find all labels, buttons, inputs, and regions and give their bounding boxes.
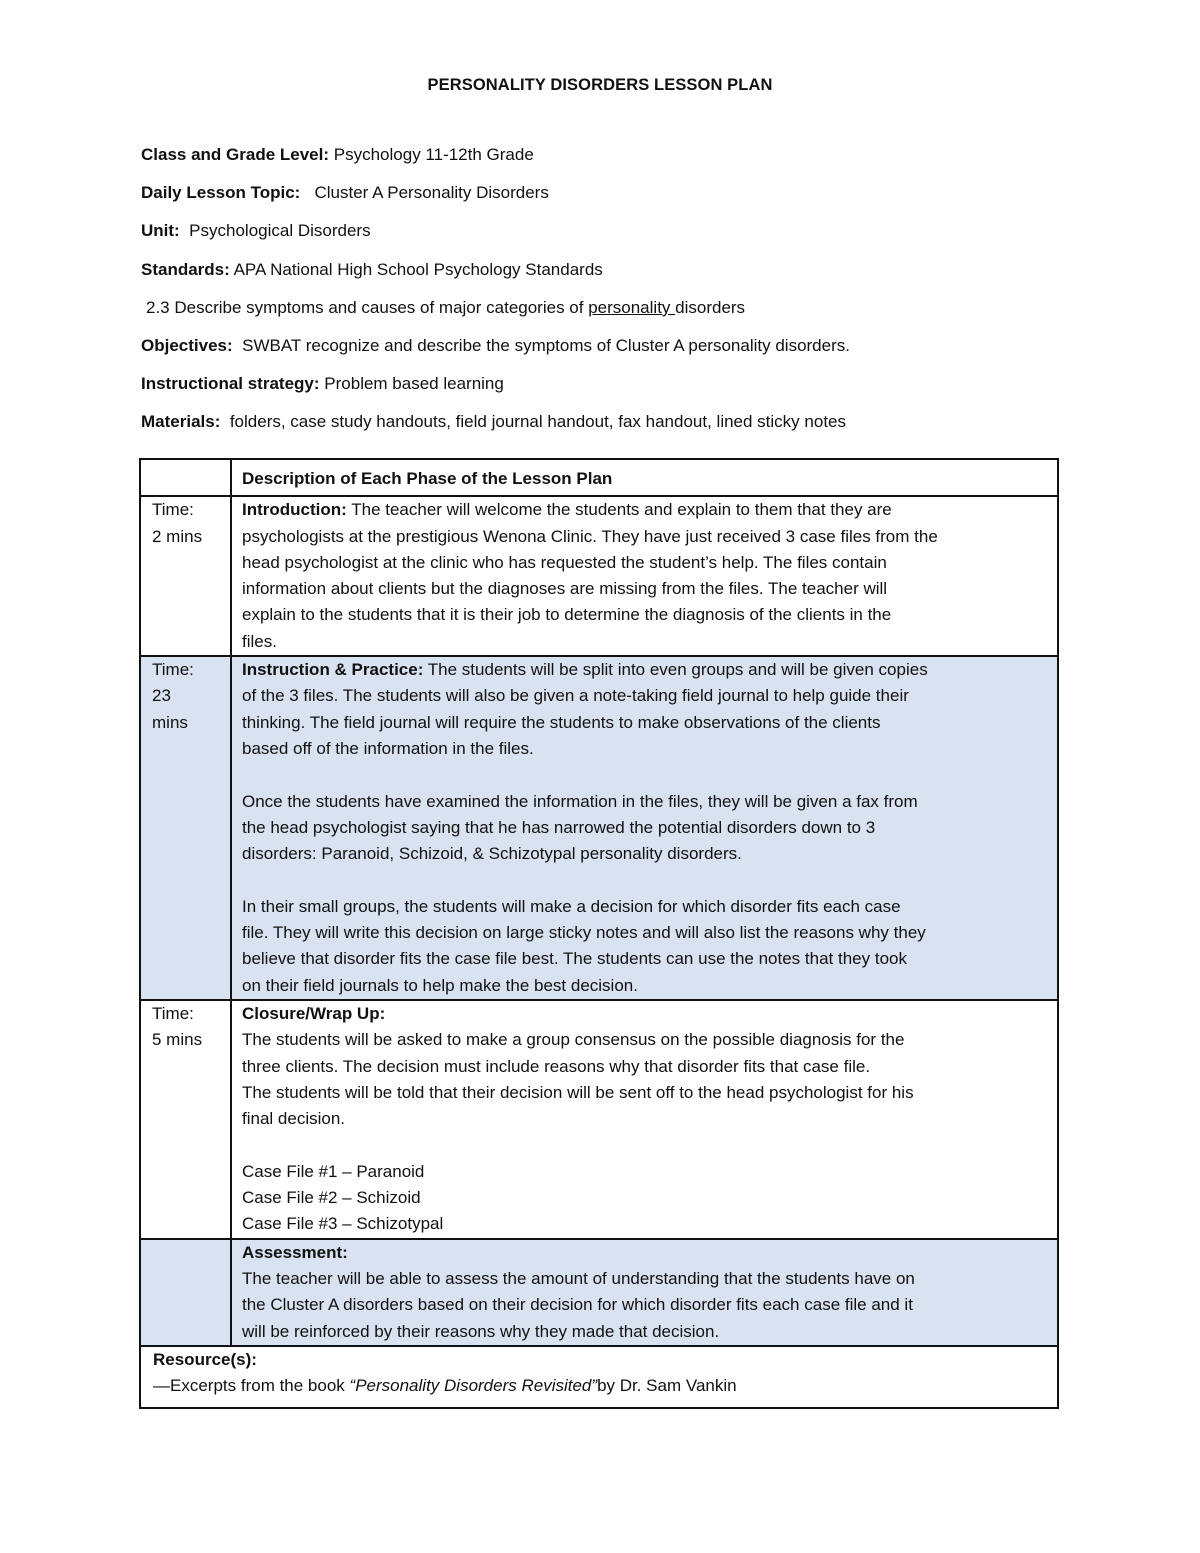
strategy-label: Instructional strategy: — [141, 374, 320, 394]
time-label: Time: — [152, 1003, 194, 1023]
lesson-meta — [141, 144, 1071, 450]
phase-heading: Assessment: — [242, 1242, 348, 1262]
table-row-assessment — [140, 1239, 1058, 1346]
paragraph-gap — [242, 867, 1047, 893]
objectives-value: SWBAT recognize and describe the symptoms of Cluster A personality disorders. — [242, 335, 850, 355]
case-file-item: Case File #2 – Schizoid — [242, 1188, 421, 1208]
case-file-item: Case File #3 – Schizotypal — [242, 1214, 444, 1234]
topic-line — [141, 182, 1071, 220]
materials-label: Materials: — [141, 412, 221, 432]
resources-heading: Resource(s): — [153, 1349, 257, 1369]
phase-line: the head psychologist saying that he has narrowed the potential disorders down to 3 — [242, 817, 876, 837]
phase-line: The students will be asked to make a group consensus on the possible diagnosis for the — [242, 1030, 905, 1050]
time-cell-empty — [140, 1239, 231, 1346]
standard-item-pre: 2.3 Describe symptoms and causes of major categories of — [146, 297, 589, 317]
time-label: Time: — [152, 660, 194, 680]
phase-line: on their field journals to help make the best decision. — [242, 975, 638, 995]
time-value: 5 mins — [152, 1030, 203, 1050]
standard-item-line — [141, 297, 1071, 335]
phase-line — [242, 657, 1047, 683]
phase-line: head psychologist at the clinic who has requested the student’s help. The files contain — [242, 552, 887, 572]
objectives-line — [141, 335, 1071, 373]
phase-line: of the 3 files. The students will also be given a note-taking field journal to help guide their — [242, 686, 909, 706]
time-value-unit: mins — [152, 712, 188, 732]
topic-value: Cluster A Personality Disorders — [314, 183, 549, 203]
resource-prefix: —Excerpts from the book — [153, 1376, 350, 1396]
table-row-instruction — [140, 656, 1058, 1000]
time-label: Time: — [152, 500, 194, 520]
time-value: 23 — [152, 686, 171, 706]
table-header-row — [140, 459, 1058, 496]
phase-line: file. They will write this decision on large sticky notes and will also list the reasons why they — [242, 923, 926, 943]
phase-line: final decision. — [242, 1109, 346, 1129]
strategy-line — [141, 373, 1071, 411]
time-cell — [140, 496, 231, 656]
time-value: 2 mins — [152, 526, 203, 546]
standards-line — [141, 259, 1071, 297]
phase-cell — [231, 1000, 1058, 1239]
time-cell — [140, 1000, 231, 1239]
time-cell — [140, 656, 231, 1000]
phase-line — [242, 497, 1047, 523]
phase-line: information about clients but the diagnoses are missing from the files. The teacher will — [242, 579, 888, 599]
standards-label: Standards: — [141, 259, 230, 279]
phase-line: based off of the information in the files. — [242, 738, 534, 758]
phase-line: The teacher will be able to assess the amount of understanding that the students have on — [242, 1268, 915, 1288]
topic-label: Daily Lesson Topic: — [141, 183, 301, 203]
phase-line: believe that disorder fits the case file best. The students can use the notes that they took — [242, 949, 907, 969]
phase-line: The students will be told that their decision will be sent off to the head psychologist for his — [242, 1082, 914, 1102]
resource-suffix: by Dr. Sam Vankin — [597, 1376, 737, 1396]
unit-value: Psychological Disorders — [189, 221, 371, 241]
phase-line: disorders: Paranoid, Schizoid, & Schizotypal personality disorders. — [242, 844, 742, 864]
phase-line: explain to the students that it is their job to determine the diagnosis of the clients in the — [242, 605, 892, 625]
objectives-label: Objectives: — [141, 335, 233, 355]
table-row-resources — [140, 1346, 1058, 1409]
phase-line: three clients. The decision must include reasons why that disorder fits that case file. — [242, 1056, 871, 1076]
table-row-closure — [140, 1000, 1058, 1239]
class-grade-line — [141, 144, 1071, 182]
unit-label: Unit: — [141, 221, 180, 241]
phase-line: psychologists at the prestigious Wenona Clinic. They have just received 3 case files from the — [242, 526, 938, 546]
phase-line: In their small groups, the students will make a decision for which disorder fits each case — [242, 896, 901, 916]
materials-value: folders, case study handouts, field journal handout, fax handout, lined sticky notes — [229, 412, 846, 432]
paragraph-gap — [242, 762, 1047, 788]
standard-item-underlined: personality — [588, 297, 676, 317]
phase-text: The teacher will welcome the students and explain to them that they are — [346, 500, 892, 520]
phase-line: thinking. The field journal will require the students to make observations of the clients — [242, 712, 881, 732]
class-grade-label: Class and Grade Level: — [141, 145, 330, 164]
phase-cell — [231, 1239, 1058, 1346]
table-header: Description of Each Phase of the Lesson Plan — [231, 459, 1058, 496]
phase-heading: Instruction & Practice: — [242, 660, 424, 680]
phase-line: will be reinforced by their reasons why they made that decision. — [242, 1321, 720, 1341]
class-grade-value: Psychology 11-12th Grade — [333, 145, 534, 164]
header-empty-cell — [140, 459, 231, 496]
resources-cell — [140, 1346, 1058, 1409]
standard-item-post: disorders — [675, 297, 746, 317]
unit-line — [141, 220, 1071, 258]
phase-line: the Cluster A disorders based on their decision for which disorder fits each case file and it — [242, 1295, 913, 1315]
materials-line — [141, 411, 1071, 449]
phase-heading: Introduction: — [242, 500, 347, 520]
phase-line: Once the students have examined the information in the files, they will be given a fax from — [242, 791, 918, 811]
phase-cell — [231, 656, 1058, 1000]
table-row-introduction — [140, 496, 1058, 656]
phase-heading: Closure/Wrap Up: — [242, 1003, 386, 1023]
phase-line: files. — [242, 631, 277, 651]
strategy-value: Problem based learning — [324, 374, 504, 394]
page-title: PERSONALITY DISORDERS LESSON PLAN — [427, 76, 773, 94]
resource-book-title: “Personality Disorders Revisited” — [349, 1376, 598, 1396]
phase-cell — [231, 496, 1058, 656]
phase-text: The students will be split into even groups and will be given copies — [423, 660, 928, 680]
standards-value: APA National High School Psychology Standards — [233, 259, 603, 279]
lesson-plan-table — [139, 458, 1059, 1409]
case-file-item: Case File #1 – Paranoid — [242, 1161, 425, 1181]
paragraph-gap — [242, 1132, 1047, 1158]
resource-item — [153, 1373, 1047, 1407]
